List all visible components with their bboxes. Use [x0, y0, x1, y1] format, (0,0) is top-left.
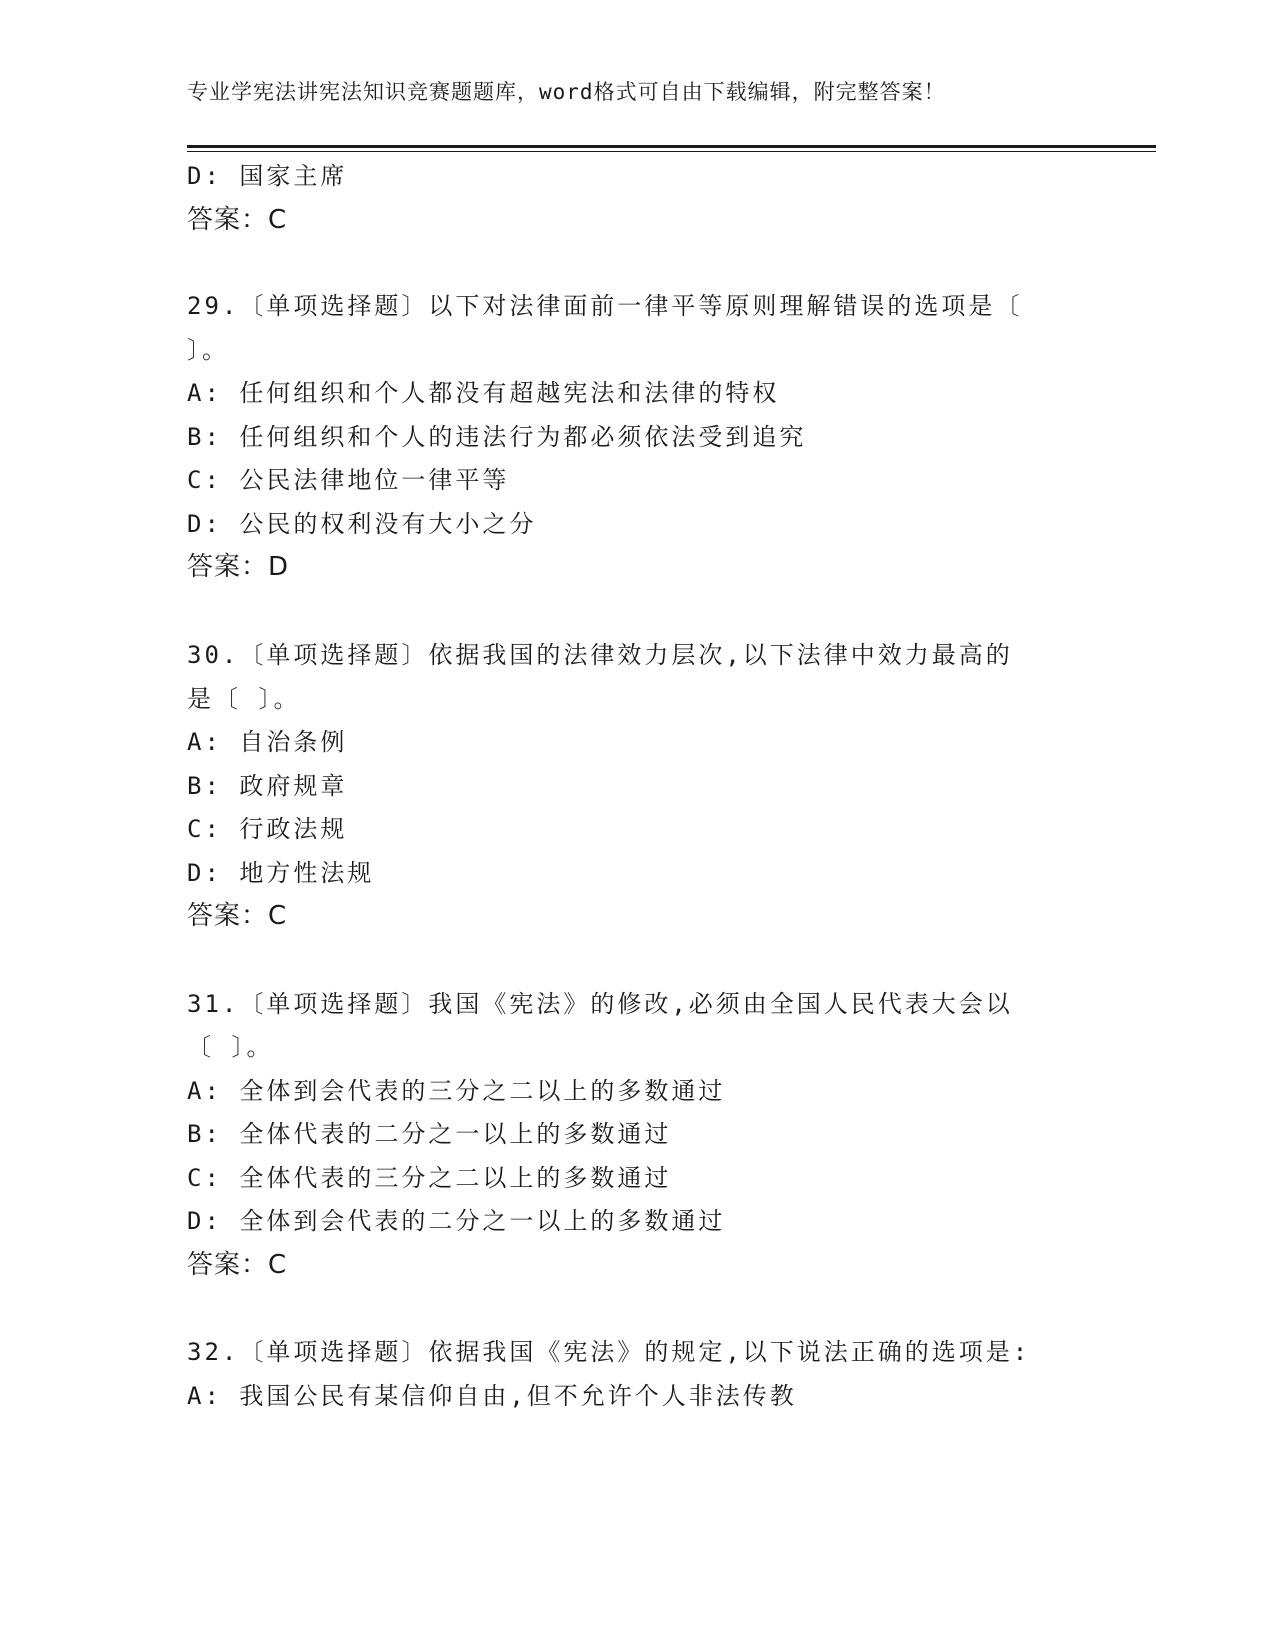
q32-option-a: A: 我国公民有某信仰自由,但不允许个人非法传教 [187, 1382, 797, 1410]
page-header: 专业学宪法讲宪法知识竞赛题题库，word格式可自由下载编辑，附完整答案！ [187, 80, 946, 104]
q29-option-d: D: 公民的权利没有大小之分 [187, 510, 537, 538]
q29-option-b: B: 任何组织和个人的违法行为都必须依法受到追究 [187, 423, 807, 451]
q30-option-d: D: 地方性法规 [187, 859, 375, 887]
q31-option-b: B: 全体代表的二分之一以上的多数通过 [187, 1120, 672, 1148]
header-rule-thin [187, 151, 1156, 152]
q30-stem-line1: 30.〔单项选择题〕依据我国的法律效力层次,以下法律中效力最高的 [187, 641, 1013, 669]
q31-stem-line2: 〔 〕。 [187, 1033, 274, 1061]
q31-option-a: A: 全体到会代表的三分之二以上的多数通过 [187, 1077, 726, 1105]
q29-stem-line1: 29.〔单项选择题〕以下对法律面前一律平等原则理解错误的选项是〔 [187, 292, 1023, 320]
q31-stem-line1: 31.〔单项选择题〕我国《宪法》的修改,必须由全国人民代表大会以 [187, 990, 1013, 1018]
q32-stem-line1: 32.〔单项选择题〕依据我国《宪法》的规定,以下说法正确的选项是: [187, 1338, 1031, 1366]
q29-stem-line2: 〕。 [187, 336, 229, 364]
q30-option-c: C: 行政法规 [187, 815, 348, 843]
q29-option-a: A: 任何组织和个人都没有超越宪法和法律的特权 [187, 379, 780, 407]
q31-option-c: C: 全体代表的三分之二以上的多数通过 [187, 1164, 672, 1192]
q29-option-c: C: 公民法律地位一律平等 [187, 466, 510, 494]
q30-answer: 答案：C [187, 901, 288, 931]
q30-stem-line2: 是〔 〕。 [187, 685, 301, 713]
header-rule-thick [187, 145, 1156, 148]
q30-option-b: B: 政府规章 [187, 772, 348, 800]
q31-answer: 答案：C [187, 1250, 288, 1280]
prev-option-d: D: 国家主席 [187, 162, 348, 190]
q30-option-a: A: 自治条例 [187, 728, 348, 756]
prev-answer: 答案：C [187, 205, 288, 235]
q29-answer: 答案：D [187, 552, 290, 582]
q31-option-d: D: 全体到会代表的二分之一以上的多数通过 [187, 1207, 726, 1235]
